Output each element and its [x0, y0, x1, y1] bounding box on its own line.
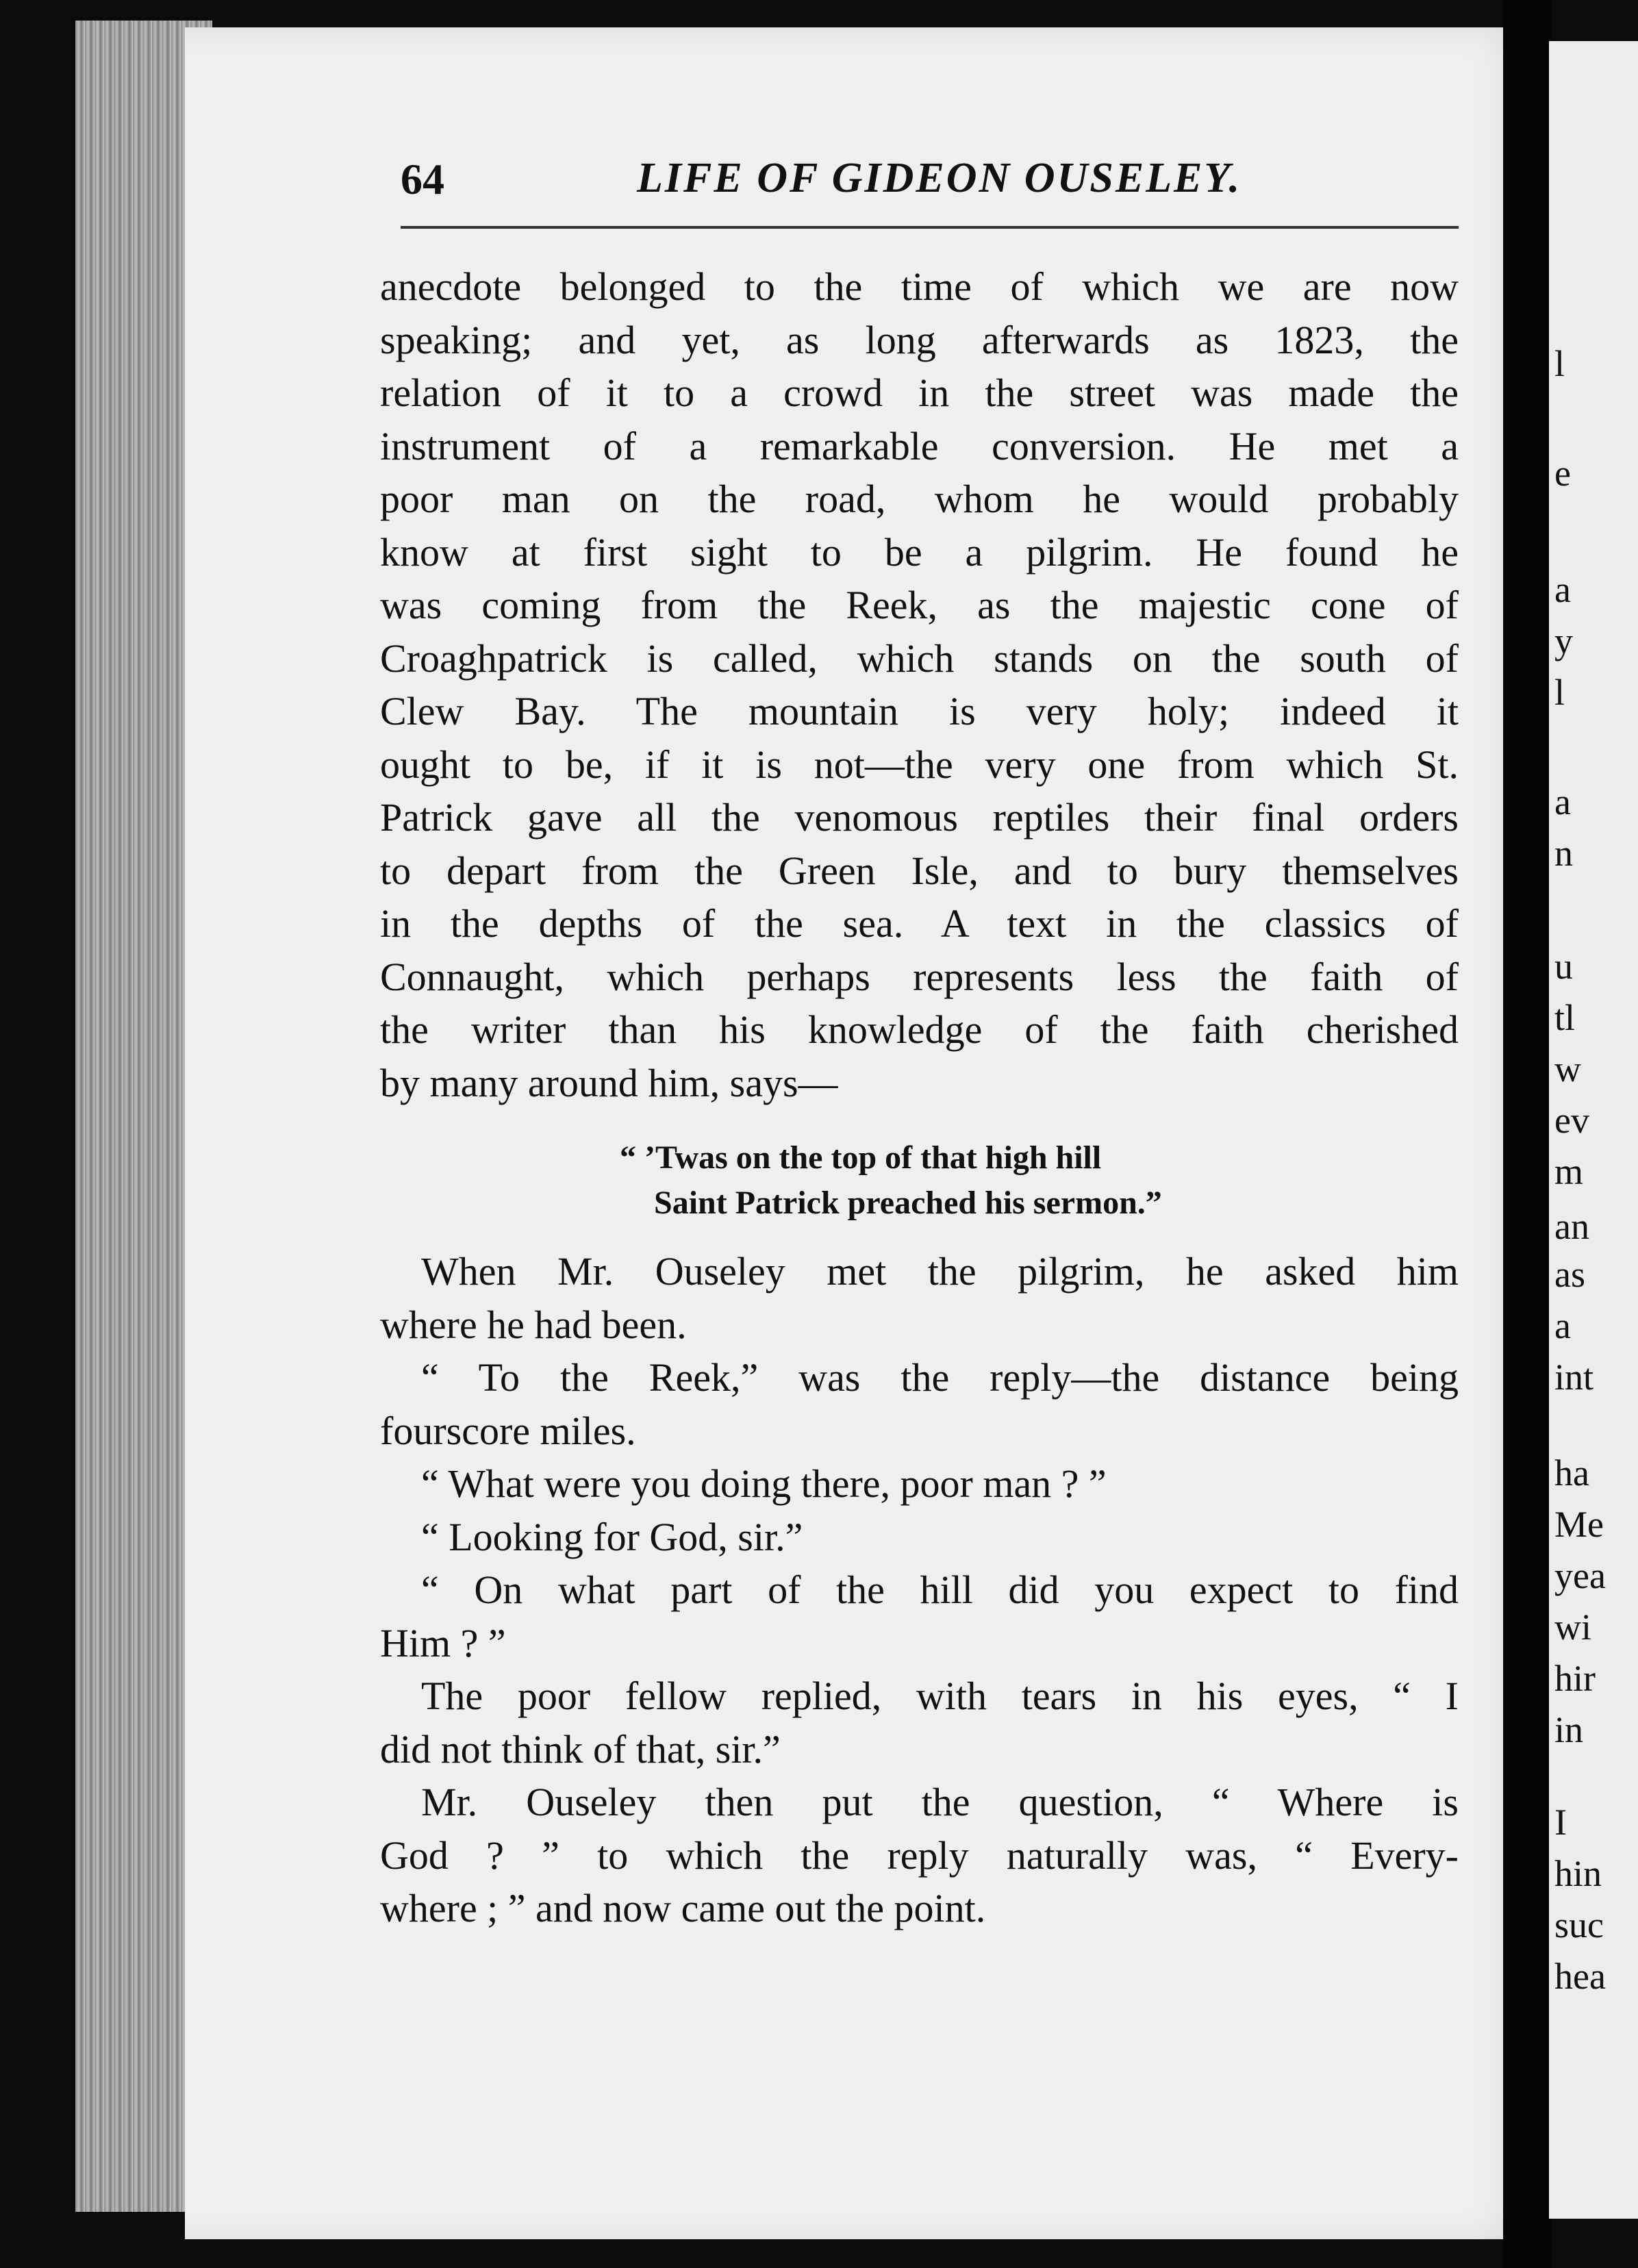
facing-page-fragment: hea: [1554, 1956, 1606, 1997]
facing-page-fragment: u: [1554, 946, 1573, 987]
text-line: Clew Bay. The mountain is very holy; indeed it: [380, 689, 1459, 733]
text-line: “ On what part of the hill did you expect to find: [421, 1567, 1459, 1612]
paragraph-7: [380, 1670, 1459, 1776]
text-line: in the depths of the sea. A text in the classics of: [380, 901, 1459, 946]
text-line: “ Looking for God, sir.”: [421, 1514, 803, 1559]
facing-page-fragment: yea: [1554, 1555, 1606, 1596]
text-line: The poor fellow replied, with tears in his eyes, “ I: [421, 1674, 1459, 1718]
text-line: anecdote belonged to the time of which we are now: [380, 264, 1459, 309]
text-line: Connaught, which perhaps represents less the faith of: [380, 954, 1459, 999]
facing-page-fragment: ev: [1554, 1100, 1589, 1141]
facing-page-fragment: l: [1554, 672, 1565, 713]
text-line: “ To the Reek,” was the reply—the distance being: [421, 1355, 1459, 1400]
text-line: ought to be, if it is not—the very one from which St.: [380, 742, 1459, 787]
facing-page-fragment: ha: [1554, 1452, 1589, 1494]
facing-page: [1549, 41, 1638, 2219]
facing-page-fragment: I: [1554, 1802, 1567, 1843]
text-line: know at first sight to be a pilgrim. He found he: [380, 529, 1459, 575]
facing-page-fragment: hir: [1554, 1658, 1596, 1699]
running-title: LIFE OF GIDEON OUSELEY.: [637, 155, 1242, 201]
facing-page-fragment: Me: [1554, 1504, 1604, 1545]
text-line: where ; ” and now came out the point.: [380, 1886, 986, 1930]
facing-page-fragment: e: [1554, 453, 1571, 494]
text-line: instrument of a remarkable conversion. He met a: [380, 423, 1459, 468]
page-header: [401, 154, 1441, 209]
paragraph-6: [380, 1563, 1459, 1670]
paragraph-8: [380, 1776, 1459, 1935]
paragraph-5: [380, 1511, 1459, 1564]
paragraph-4: [380, 1457, 1459, 1511]
facing-page-fragment: l: [1554, 343, 1565, 384]
text-line: Mr. Ouseley then put the question, “ Where is: [421, 1780, 1459, 1824]
text-line: was coming from the Reek, as the majestic cone of: [380, 583, 1459, 627]
facing-page-fragment: as: [1554, 1254, 1585, 1295]
text-line: God ? ” to which the reply naturally was, “ Every-: [380, 1832, 1459, 1878]
paragraph-3: [380, 1351, 1459, 1457]
facing-page-fragment: m: [1554, 1151, 1584, 1192]
text-line: “ What were you doing there, poor man ? ”: [421, 1461, 1107, 1506]
facing-page-fragment: an: [1554, 1206, 1589, 1247]
facing-page-fragment: int: [1554, 1357, 1594, 1398]
facing-page-fragment: hin: [1554, 1853, 1602, 1894]
facing-page-fragment: y: [1554, 620, 1573, 662]
text-line: Patrick gave all the venomous reptiles their final orders: [380, 795, 1459, 840]
facing-page-fragment: n: [1554, 833, 1573, 874]
text-line: did not think of that, sir.”: [380, 1726, 781, 1772]
facing-page-fragment: a: [1554, 1305, 1571, 1346]
paragraph-2: [380, 1245, 1459, 1351]
text-line: Him ? ”: [380, 1620, 506, 1665]
text-line: the writer than his knowledge of the faith cherished: [380, 1007, 1459, 1052]
verse-quotation: [380, 1135, 1459, 1226]
paragraph-1: [380, 260, 1459, 1109]
facing-page-fragment: wi: [1554, 1606, 1591, 1648]
page-number: 64: [401, 155, 444, 203]
text-line: fourscore miles.: [380, 1408, 636, 1453]
text-line: relation of it to a crowd in the street was made the: [380, 370, 1459, 415]
book-gutter: [1503, 0, 1551, 2268]
body-text: [380, 260, 1459, 1935]
facing-page-fragment: w: [1554, 1048, 1581, 1089]
facing-page-fragment: suc: [1554, 1904, 1604, 1945]
verse-line: Saint Patrick preached his sermon.”: [654, 1185, 1162, 1221]
text-line: where he had been.: [380, 1302, 687, 1347]
facing-page-fragment: tl: [1554, 997, 1576, 1038]
facing-page-fragment: a: [1554, 781, 1571, 822]
header-rule: [401, 226, 1459, 229]
text-line: speaking; and yet, as long afterwards as 1823, the: [380, 317, 1459, 362]
verse-line: “ ’Twas on the top of that high hill: [620, 1139, 1102, 1176]
facing-page-fragment: in: [1554, 1709, 1584, 1750]
text-line: When Mr. Ouseley met the pilgrim, he asked him: [421, 1249, 1459, 1294]
text-line: by many around him, says—: [380, 1060, 838, 1105]
facing-page-fragment: a: [1554, 569, 1571, 610]
text-line: Croaghpatrick is called, which stands on the south of: [380, 635, 1459, 681]
text-line: poor man on the road, whom he would probably: [380, 477, 1459, 521]
text-line: to depart from the Green Isle, and to bury themselves: [380, 848, 1459, 893]
